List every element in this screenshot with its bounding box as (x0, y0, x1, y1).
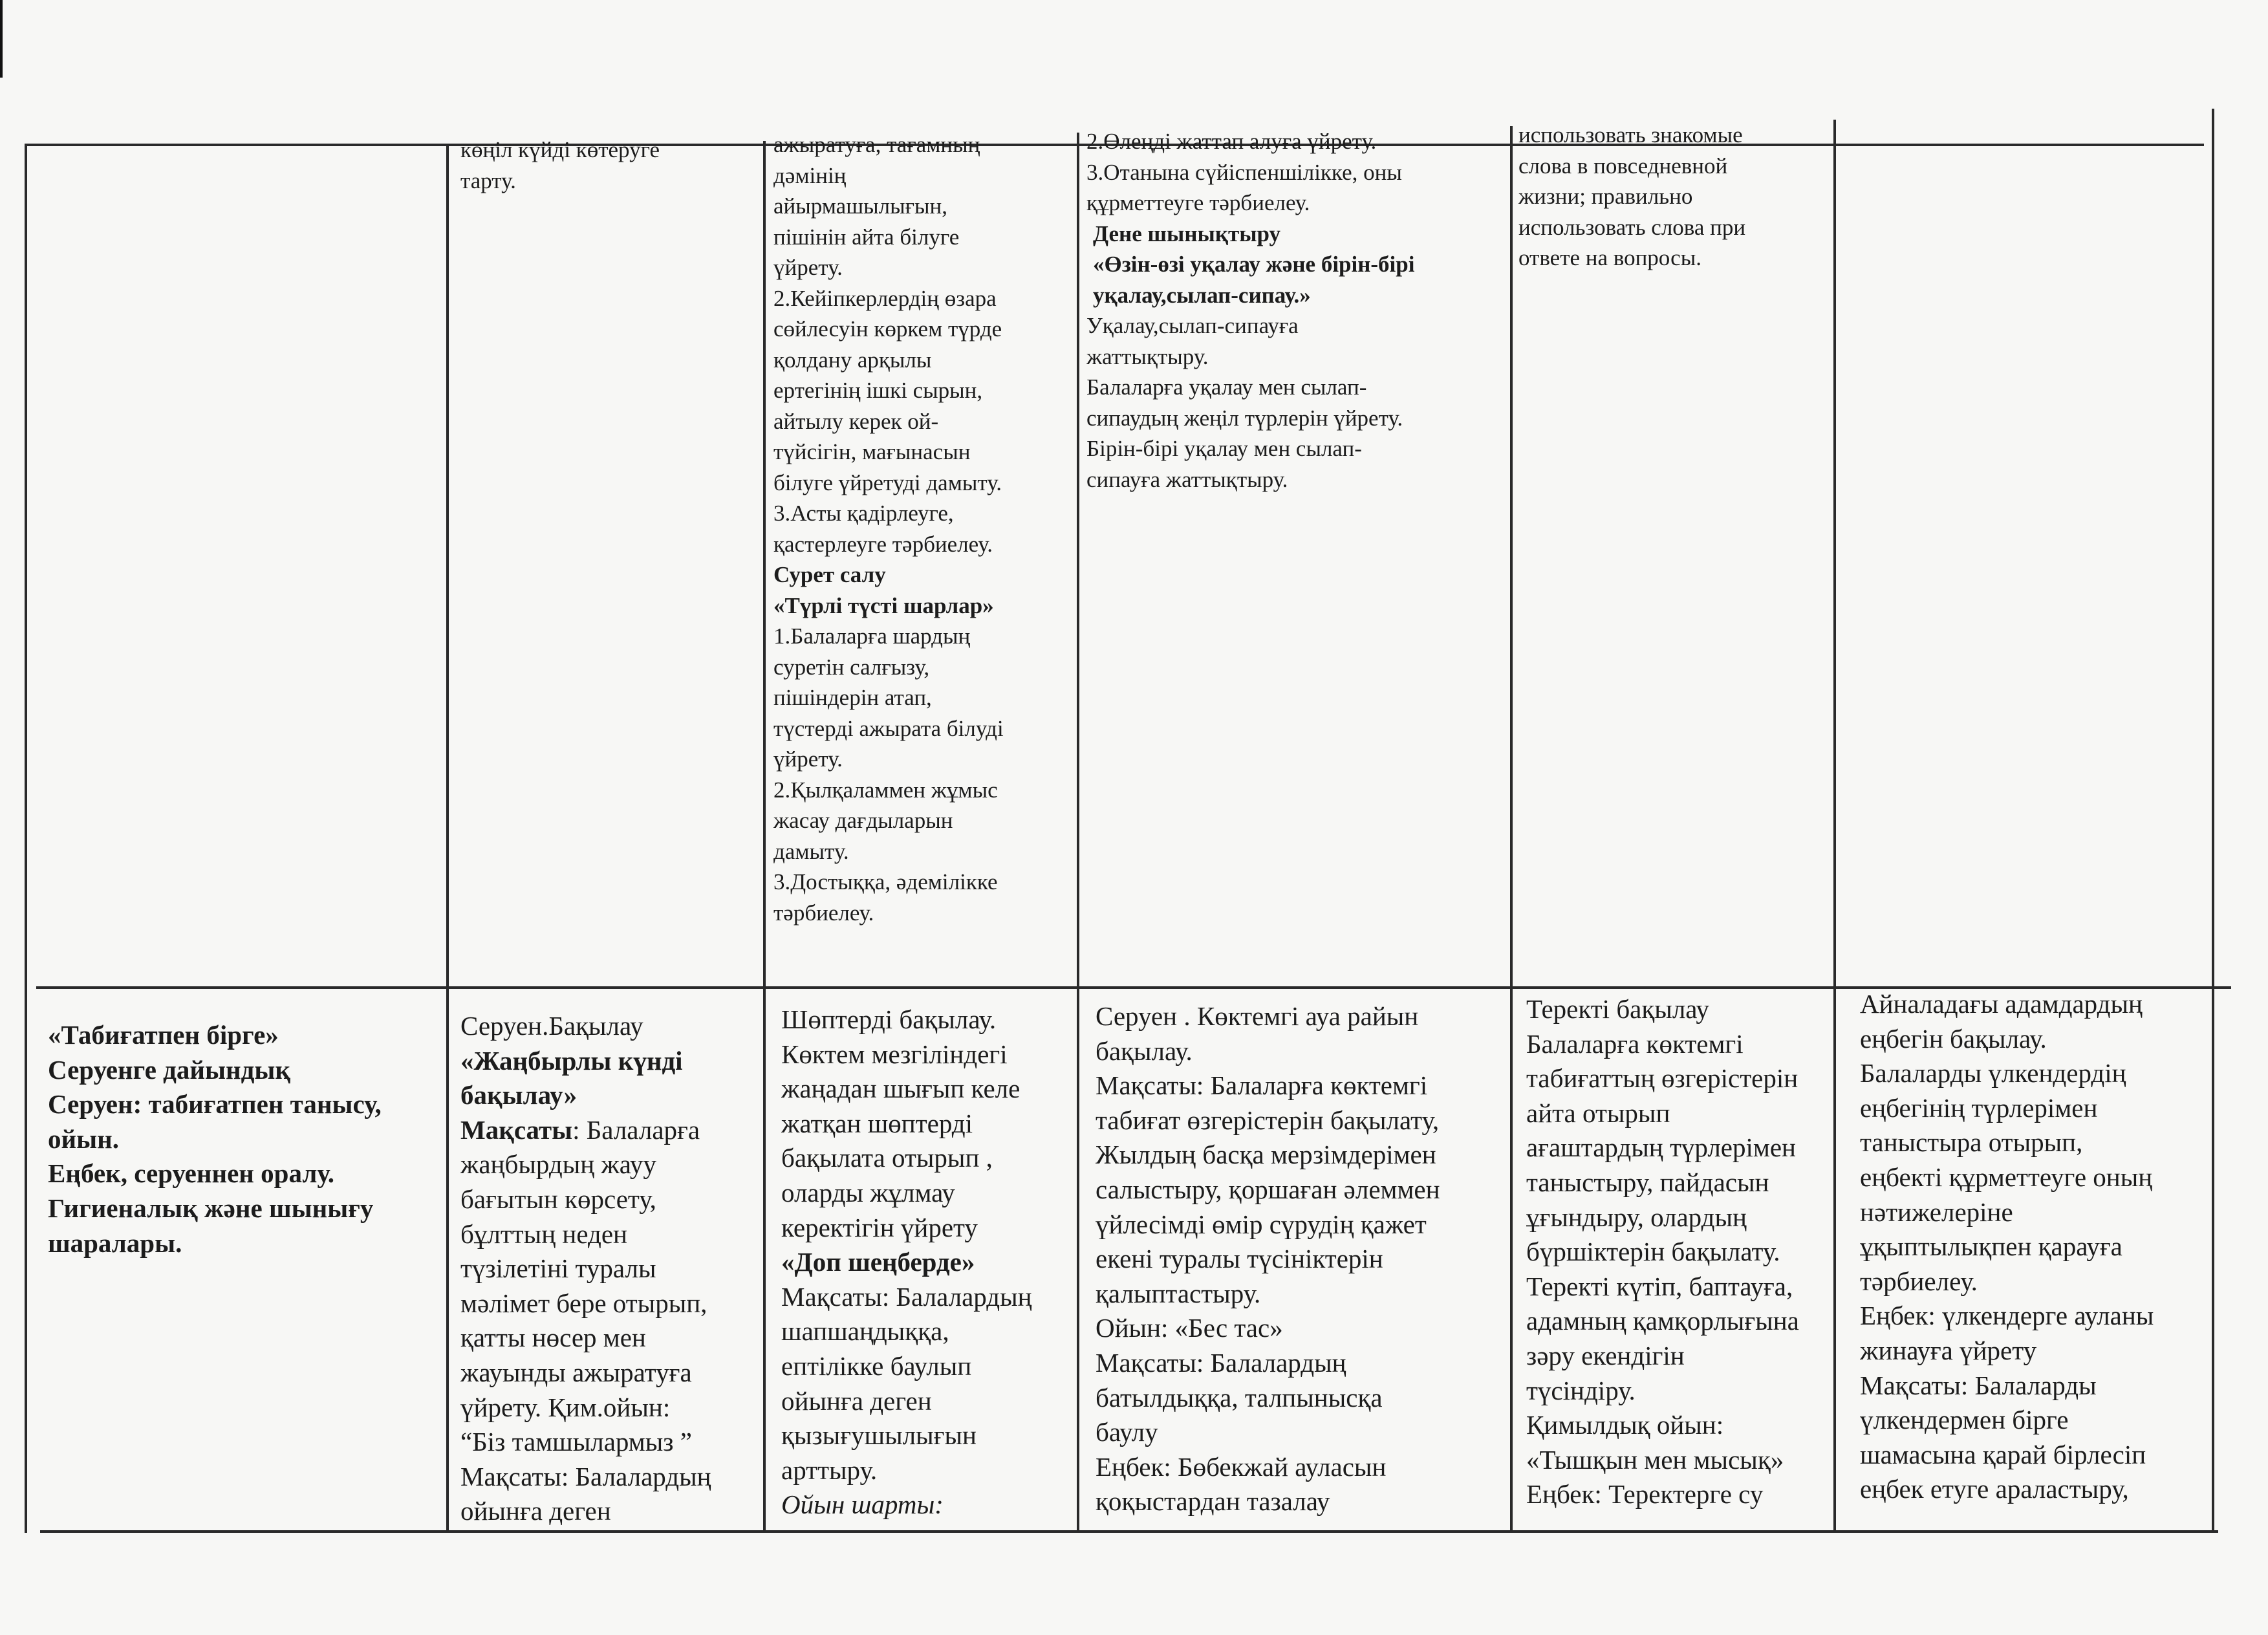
cell-text: Шөптерді бақылау. Көктем мезгіліндегі жаңадан шығып келе жатқан шөптерді бақылата отырып , оларды жұлмау керектігін үйрету (781, 1004, 1021, 1242)
row2-col4-cell (1096, 999, 1508, 1529)
lesson-title: «Түрлі түсті шарлар» (773, 592, 994, 618)
row1-col2-cell (460, 135, 761, 983)
cell-text: 2.Қылқаламмен жұмыс жасау дағдыларын дамыту. (773, 777, 998, 864)
row2-col2-cell (460, 1009, 762, 1529)
row1-col6-cell (1838, 116, 2210, 983)
table-bottom-border (40, 1530, 2218, 1533)
cell-text: Мақсаты: Балалардың шапшаңдыққа, ептілікке баулып ойынға деген қызығушылығын арттыру. (781, 1281, 1032, 1485)
cell-text: көңіл күйді көтеруге тарту. (460, 137, 660, 193)
goal-label: Мақсаты (460, 1114, 573, 1145)
lesson-title: «Өзін-өзі уқалау және бірін-бірі уқалау,сылап-сипау.» (1093, 252, 1415, 308)
row1-col3-cell (773, 129, 1075, 983)
table-right-border (2212, 109, 2214, 1530)
cell-text: Серуен . Көктемгі ауа райын бақылау. Мақсаты: Балаларға көктемгі табиғат өзгерістерін бақылату, Жылдың басқа мерзімдерімен салыстыру, қоршаған әлеммен үйлесімді өмір сүрудің қажет екені туралы түсініктерін қалыптастыру. Ойын: «Бес тас» Мақсаты: Балалардың батылдыққа, талпынысқа баулу Еңбек: Бөбекжай ауласын қоқыстардан тазалау (1096, 1001, 1440, 1517)
table-left-border (25, 144, 27, 1533)
row2-col6-cell (1860, 987, 2210, 1529)
cell-text: Серуен: табиғатпен танысу, ойын. (48, 1089, 382, 1154)
cell-text: Гигиеналық және шынығу шаралары. (48, 1193, 374, 1258)
row2-col5-cell (1526, 992, 1831, 1529)
game-rules-label: Ойын шарты: (781, 1489, 944, 1520)
cell-text: Теректі бақылау Балаларға көктемгі табиғаттың өзгерістерін айта отырып ағаштардың түрлерімен таныстыру, пайдасын ұғындыру, олардың бүршіктерін бақылату. Теректі күтіп, баптауға, адамның қамқорлығына зәру екендігін түсіндіру. Қимылдық ойын: «Тышқын мен мысық» Еңбек: Теректерге су (1526, 994, 1799, 1510)
cell-text: Серуен.Бақылау (460, 1011, 643, 1041)
cell-text: Айналадағы адамдардың еңбегін бақылау. Балаларды үлкендердің еңбегінің түрлерімен таныстыра отырып, еңбекті құрметтеуге оның нәтижелеріне ұқыптылықпен қарауға тәрбиелеу. Еңбек: үлкендерге ауланы жинауға үйрету Мақсаты: Балаларды үлкендермен бірге шамасына қарай бірлесіп еңбек етуге араластыру, (1860, 989, 2154, 1504)
cell-text: Уқалау,сылап-сипауға жаттықтыру. (1086, 313, 1299, 369)
column-divider (1510, 126, 1513, 1530)
subject-heading: Сурет салу (773, 562, 886, 587)
cell-text: 3.Асты қадірлеуге, қастерлеуге тәрбиелеу. (773, 501, 993, 557)
cell-text: использовать знакомые слова в повседневной жизни; правильно использовать слова при ответе на вопросы. (1518, 122, 1746, 270)
cell-text: 3.Отанына сүйіспеншілікке, оны құрметтеуге тәрбиелеу. (1086, 159, 1402, 215)
column-divider (446, 144, 449, 1533)
cell-text: ажыратуға, тағамның дәмінің айырмашылығын, пішінін айта білуге үйрету. (773, 132, 980, 280)
cell-text: 2.Өлеңді жаттап алуға үйрету. (1086, 129, 1377, 154)
column-divider (1077, 133, 1079, 1532)
row1-col5-cell (1518, 120, 1831, 983)
game-title: «Доп шеңберде» (781, 1247, 975, 1277)
cell-text: Серуенге дайындық (48, 1054, 291, 1085)
column-divider (1833, 120, 1836, 1530)
cell-text: 1.Балаларға шардың суретін салғызу, пішіндерін атап, түстерді ажырата білуді үйрету. (773, 623, 1004, 772)
cell-text: 2.Кейіпкерлердің өзара сөйлесуін көркем түрде қолдану арқылы ертегінің ішкі сырын, айтылу керек ой- түйсігін, мағынасын білуге үйретуді дамыту. (773, 285, 1002, 495)
row2-col3-cell (781, 1002, 1075, 1529)
subject-heading: Дене шынықтыру (1093, 221, 1281, 246)
column-divider (763, 141, 766, 1533)
activity-title: «Жаңбырлы күнді бақылау» (460, 1045, 683, 1110)
cell-text: : Балаларға жаңбырдың жауу бағытын көрсету, бұлттың неден түзілетіні туралы мәлімет бере отырып, қатты нөсер мен жауынды ажыратуға үйрету. Қим.ойын: “Біз тамшылармыз ” Мақсаты: Балалардың ойынға деген (460, 1114, 711, 1526)
row1-col4-cell (1086, 126, 1508, 983)
cell-text: Еңбек, серуеннен оралу. (48, 1158, 334, 1189)
cell-text: Балаларға уқалау мен сылап- сипаудың жеңіл түрлерін үйрету. (1086, 374, 1403, 431)
row1-col1-cell (28, 147, 445, 985)
cell-text: Бірін-бірі уқалау мен сылап- сипауға жаттықтыру. (1086, 436, 1362, 492)
row2-col1-cell (48, 1018, 444, 1529)
cell-text: 3.Достыққа, әдемілікке тәрбиелеу. (773, 869, 998, 926)
section-title: «Табиғатпен бірге» (48, 1020, 279, 1050)
